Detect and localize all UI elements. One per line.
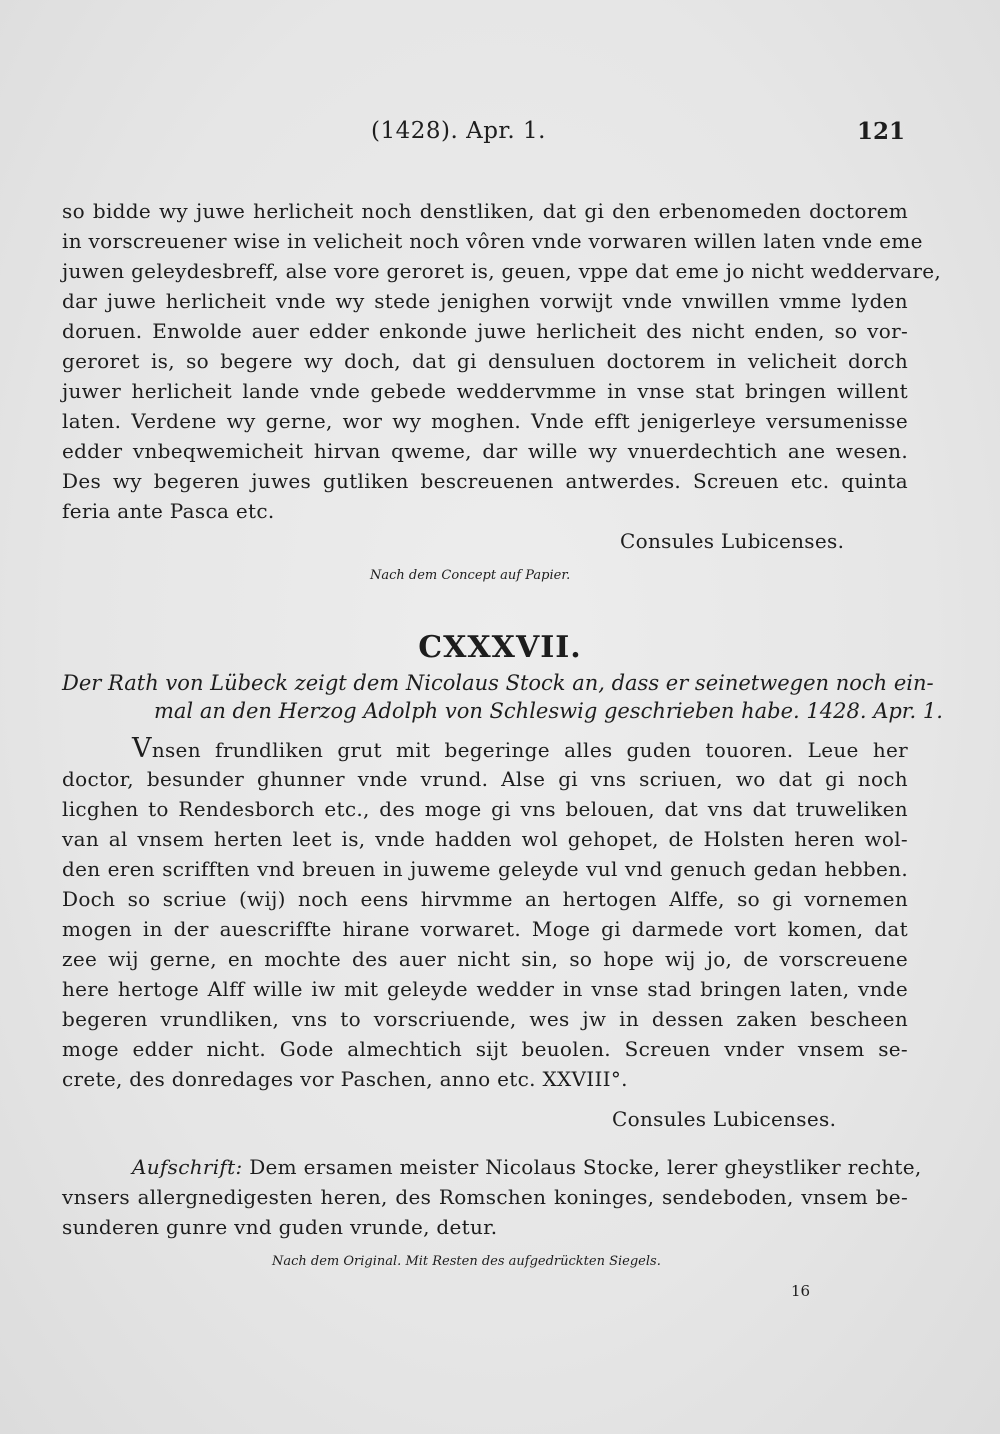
text-line: feria ante Pasca etc.: [62, 499, 275, 523]
text-line: here hertoge Alff wille iw mit geleyde wedder in vnse stad bringen laten, vnde: [62, 977, 908, 1001]
text-line: laten. Verdene wy gerne, wor wy moghen. Vnde efft jenigerleye versumenisse: [62, 409, 908, 433]
source-note: Nach dem Original. Mit Resten des aufgedrückten Siegels.: [272, 1254, 661, 1269]
signature: Consules Lubicenses.: [620, 529, 845, 553]
first-line: [132, 733, 908, 764]
text-line: Des wy begeren juwes gutliken bescreuenen antwerdes. Screuen etc. quinta: [62, 469, 908, 493]
signature-mark: 16: [791, 1282, 811, 1300]
summary-line: Der Rath von Lübeck zeigt dem Nicolaus Stock an, dass er seinetwegen noch ein-: [62, 671, 934, 695]
page-header: [0, 118, 1000, 152]
text-line: doruen. Enwolde auer edder enkonde juwe herlicheit des nicht enden, so vor-: [62, 319, 908, 343]
text-line: zee wij gerne, en mochte des auer nicht sin, so hope wij jo, de vorscreuene: [62, 947, 908, 971]
address-first-line: [132, 1154, 922, 1180]
text-line: geroret is, so begere wy doch, dat gi densuluen doctorem in velicheit dorch: [62, 349, 908, 373]
document-number: CXXXVII.: [418, 630, 582, 665]
text-line: juwen geleydesbreff, alse vore geroret is, geuen, vppe dat eme jo nicht weddervare,: [62, 259, 941, 283]
text-line: mogen in der auescriffte hirane vorwaret. Moge gi darmede vort komen, dat: [62, 917, 908, 941]
signature: Consules Lubicenses.: [612, 1107, 837, 1131]
text-line: begeren vrundliken, vns to vorscriuende, wes jw in dessen zaken bescheen: [62, 1007, 908, 1031]
text-line: van al vnsem herten leet is, vnde hadden wol gehopet, de Holsten heren wol-: [62, 827, 908, 851]
text-line: den eren scrifften vnd breuen in juweme geleyde vul vnd genuch gedan hebben.: [62, 857, 908, 881]
text-line: so bidde wy juwe herlicheit noch denstliken, dat gi den erbenomeden doctorem: [62, 199, 908, 223]
header-date: (1428). Apr. 1.: [371, 118, 546, 144]
summary-line: mal an den Herzog Adolph von Schleswig geschrieben habe. 1428. Apr. 1.: [154, 699, 943, 723]
text-line: vnsers allergnedigesten heren, des Romschen koninges, sendeboden, vnsem be-: [62, 1185, 908, 1209]
initial-letter: V: [132, 733, 152, 764]
text-line: moge edder nicht. Gode almechtich sijt beuolen. Screuen vnder vnsem se-: [62, 1037, 908, 1061]
text-line: sunderen gunre vnd guden vrunde, detur.: [62, 1215, 498, 1239]
address-text: Dem ersamen meister Nicolaus Stocke, lerer gheystliker rechte,: [249, 1155, 922, 1179]
text-line: juwer herlicheit lande vnde gebede weddervmme in vnse stat bringen willent: [62, 379, 908, 403]
first-line-text: nsen frundliken grut mit begeringe alles guden touoren. Leue her: [151, 738, 908, 762]
page-number: 121: [856, 118, 905, 145]
text-line: in vorscreuener wise in velicheit noch vôren vnde vorwaren willen laten vnde eme: [62, 229, 923, 253]
address-label: Aufschrift:: [132, 1155, 243, 1179]
text-line: dar juwe herlicheit vnde wy stede jenighen vorwijt vnde vnwillen vmme lyden: [62, 289, 908, 313]
text-line: doctor, besunder ghunner vnde vrund. Alse gi vns scriuen, wo dat gi noch: [62, 767, 908, 791]
text-line: licghen to Rendesborch etc., des moge gi vns belouen, dat vns dat truweliken: [62, 797, 908, 821]
text-line: edder vnbeqwemicheit hirvan qweme, dar wille wy vnuerdechtich ane wesen.: [62, 439, 908, 463]
source-note: Nach dem Concept auf Papier.: [370, 568, 571, 583]
text-line: crete, des donredages vor Paschen, anno etc. XXVIII°.: [62, 1067, 628, 1091]
text-line: Doch so scriue (wij) noch eens hirvmme an hertogen Alffe, so gi vornemen: [62, 887, 908, 911]
